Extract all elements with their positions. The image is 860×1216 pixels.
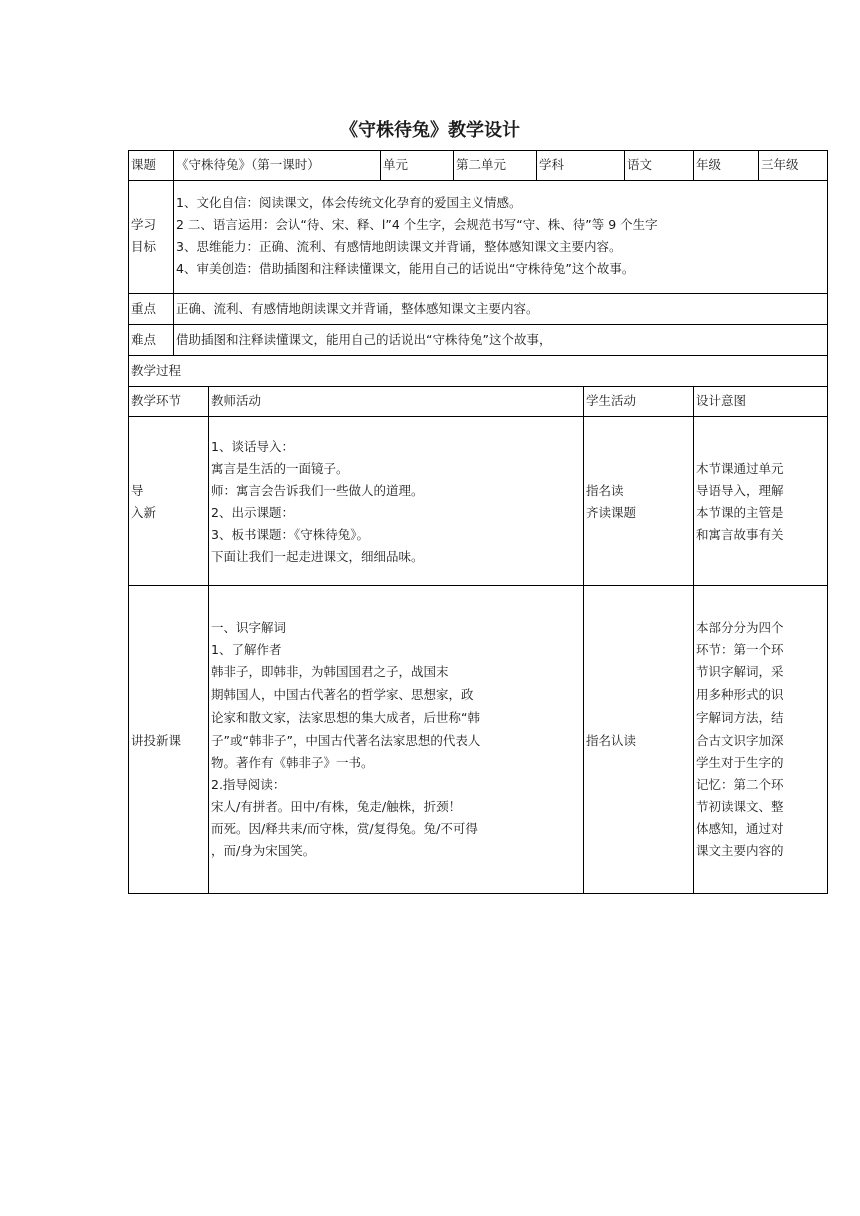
design-intent-line: 和寓言故事有关 — [696, 527, 784, 542]
objectives-label-line2: 目标 — [131, 239, 157, 254]
page-title: 《守株待兔》教学设计 — [340, 120, 520, 141]
unit-value: 第二单元 — [456, 157, 507, 172]
design-intent-line: 环节：第一个环 — [696, 642, 784, 657]
design-intent-line: 课文主要内容的 — [696, 843, 784, 858]
subject-label: 学科 — [539, 157, 565, 172]
grade-value: 三年级 — [761, 157, 799, 172]
design-intent-line: 导语导入，理解 — [696, 483, 784, 498]
design-intent-line: 节初读课文、整 — [696, 799, 784, 814]
teacher-activity-line: 寓言是生活的一面镜子。 — [211, 461, 349, 476]
column-header-stage: 教学环节 — [131, 393, 182, 408]
design-intent-line: 节识字解词，采 — [696, 664, 784, 679]
student-activity-line: 指名认读 — [586, 733, 637, 748]
column-header-teacher: 教师活动 — [211, 393, 262, 408]
objective-item: 1、文化自信：阅读课文，体会传统文化孕育的爱国主义情感。 — [176, 195, 522, 210]
objective-item: 4、审美创造：借助插图和注释读懂课文，能用自己的话说出“守株待兔”这个故事。 — [176, 261, 635, 276]
course-value: 《守株待兔》（第一课时） — [176, 157, 320, 172]
teacher-activity-line: 1、了解作者 — [211, 642, 282, 657]
teacher-activity-line: 一、识字解词 — [211, 620, 287, 635]
teacher-activity-line: 论家和散文家，法家思想的集大成者，后世称“韩 — [211, 710, 480, 725]
difficulty-value: 借助插图和注释读懂课文，能用自己的话说出“守株待兔”这个故事， — [176, 332, 552, 347]
teacher-activity-line: 1、谈话导入： — [211, 439, 294, 454]
student-activity-line: 指名读 — [586, 483, 624, 498]
teacher-activity-line: 期韩国人，中国古代著名的哲学家、思想家，政 — [211, 687, 474, 702]
design-intent-line: 用多种形式的识 — [696, 687, 784, 702]
design-intent-line: 合古文识字加深 — [696, 733, 784, 748]
key-point-label: 重点 — [131, 301, 157, 316]
teacher-activity-line: 师：寓言会告诉我们一些做人的道理。 — [211, 483, 424, 498]
teacher-activity-line: 而死。因/释共耒/而守株，赏/复得兔。兔/不可得 — [211, 821, 478, 836]
column-header-student: 学生活动 — [586, 393, 637, 408]
stage-new-lesson: 讲投新课 — [131, 733, 182, 748]
teacher-activity-line: 下面让我们一起走进课文，细细品味。 — [211, 549, 424, 564]
design-intent-line: 本节课的主管是 — [696, 505, 784, 520]
course-label: 课题 — [131, 157, 157, 172]
teacher-activity-line: 宋人/有拼者。田中/有株，兔走/触株，折颈！ — [211, 799, 462, 814]
teacher-activity-line: 2.指导阅读： — [211, 777, 286, 792]
design-intent-line: 体感知，通过对 — [696, 821, 784, 836]
design-intent-line: 学生对于生字的 — [696, 755, 784, 770]
objective-item: 3、思维能力：正确、流利、有感情地朗读课文并背诵，整体感知课文主要内容。 — [176, 239, 622, 254]
design-intent-line: 本部分分为四个 — [696, 620, 784, 635]
stage-intro-line1: 导 — [131, 483, 144, 498]
objective-item: 2 二、语言运用：会认“待、宋、释、l”4 个生字，会规范书写“守、株、待”等 9 个生字 — [176, 217, 658, 232]
design-intent-line: 木节课通过单元 — [696, 461, 784, 476]
key-point-value: 正确、流利、有感情地朗读课文并背诵，整体感知课文主要内容。 — [176, 301, 539, 316]
subject-value: 语文 — [627, 157, 653, 172]
teacher-activity-line: 3、板书课题：《守株待兔》。 — [211, 527, 369, 542]
unit-label: 单元 — [383, 157, 409, 172]
objectives-label-line1: 学习 — [131, 217, 157, 232]
student-activity-line: 齐读课题 — [586, 505, 637, 520]
teacher-activity-line: 2、出示课题： — [211, 505, 294, 520]
design-intent-line: 字解词方法，结 — [696, 710, 784, 725]
teacher-activity-line: 韩非子，即韩非，为韩国国君之子，战国末 — [211, 664, 449, 679]
difficulty-label: 难点 — [131, 332, 157, 347]
teacher-activity-line: ，而/身为宋国笑。 — [211, 843, 316, 858]
teacher-activity-line: 子”或“韩非子”，中国古代著名法家思想的代表人 — [211, 733, 481, 748]
column-header-intent: 设计意图 — [696, 393, 747, 408]
design-intent-line: 记忆：第二个环 — [696, 777, 784, 792]
teacher-activity-line: 物。著作有《韩非子》一书。 — [211, 755, 374, 770]
stage-intro-line2: 入新 — [131, 505, 157, 520]
grade-label: 年级 — [696, 157, 722, 172]
process-label: 教学过程 — [131, 363, 182, 378]
